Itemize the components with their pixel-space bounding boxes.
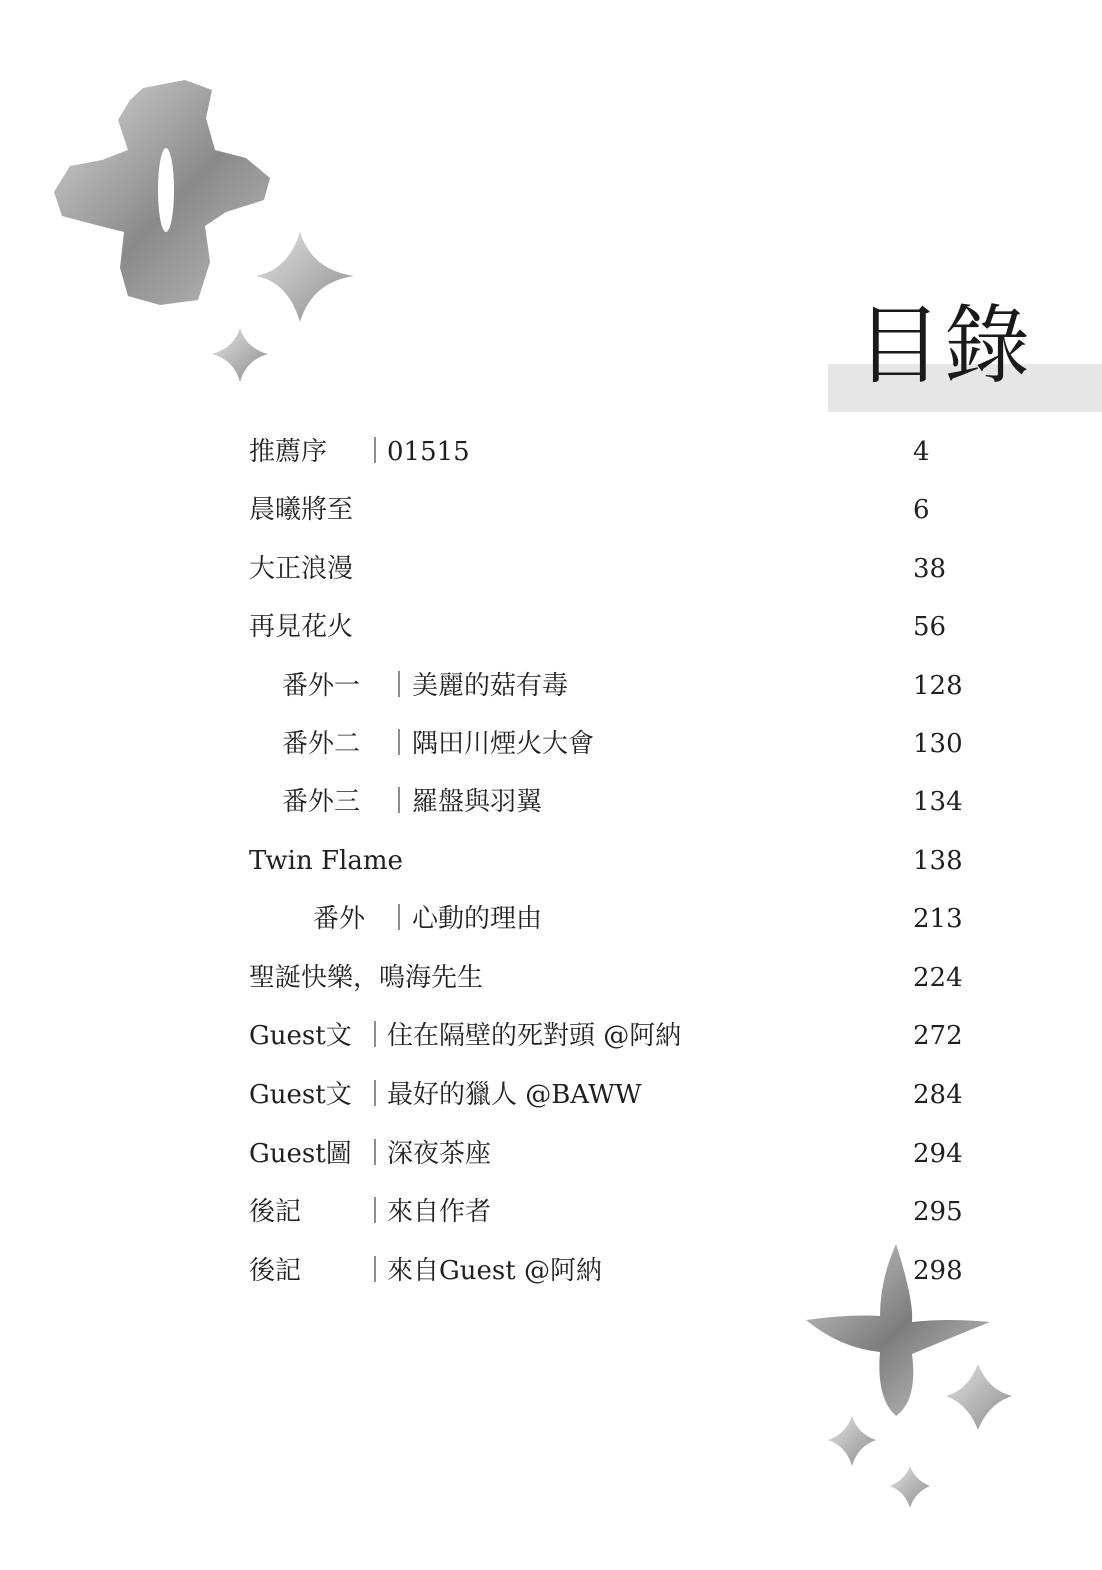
toc-separator: ｜ <box>386 904 413 934</box>
toc-page-number: 138 <box>913 846 963 876</box>
toc-entry-title: 番外一 <box>282 671 361 701</box>
toc-entry[interactable] <box>0 549 1102 589</box>
toc-separator: ｜ <box>362 1197 389 1227</box>
toc-page-number: 298 <box>913 1256 963 1286</box>
toc-page-number: 4 <box>913 437 930 467</box>
toc-entry-subtitle: 01515 <box>387 437 470 467</box>
toc-page-number: 294 <box>913 1139 963 1169</box>
toc-separator: ｜ <box>386 671 413 701</box>
toc-page-number: 224 <box>913 963 963 993</box>
toc-entry-subtitle: 羅盤與羽翼 <box>412 787 543 817</box>
toc-entry-subtitle: 來自作者 <box>387 1197 492 1227</box>
toc-separator: ｜ <box>362 437 389 467</box>
toc-entry-subtitle: 最好的獵人 @BAWW <box>387 1080 642 1110</box>
toc-entry[interactable] <box>0 1134 1102 1174</box>
toc-entry-title: 推薦序 <box>249 437 328 467</box>
toc-separator: ｜ <box>362 1139 389 1169</box>
toc-entry-title: 番外三 <box>282 787 361 817</box>
toc-entry[interactable] <box>0 490 1102 530</box>
toc-entry[interactable] <box>0 841 1102 881</box>
toc-entry[interactable] <box>0 432 1102 472</box>
toc-separator: ｜ <box>362 1256 389 1286</box>
toc-entry[interactable] <box>0 958 1102 998</box>
toc-page-number: 134 <box>913 787 963 817</box>
toc-separator: ｜ <box>362 1021 389 1051</box>
toc-entry-title: 再見花火 <box>249 612 354 642</box>
toc-entry[interactable] <box>0 607 1102 647</box>
toc-page-number: 284 <box>913 1080 963 1110</box>
toc-entry-subtitle: 深夜茶座 <box>387 1139 492 1169</box>
toc-page-number: 213 <box>913 904 963 934</box>
toc-entry-title: Guest圖 <box>249 1139 352 1169</box>
toc-entry-title: 大正浪漫 <box>249 554 354 584</box>
toc-separator: ｜ <box>386 729 413 759</box>
toc-entry[interactable] <box>0 666 1102 706</box>
toc-entry-title: 後記 <box>249 1197 302 1227</box>
toc-separator: ｜ <box>386 787 413 817</box>
toc-page-number: 272 <box>913 1021 963 1051</box>
toc-page-number: 38 <box>913 554 947 584</box>
toc-page-number: 128 <box>913 671 963 701</box>
toc-entry-subtitle: 來自Guest @阿納 <box>387 1256 602 1286</box>
toc-entry-title: 晨曦將至 <box>249 495 354 525</box>
toc-entry-title: Guest文 <box>249 1021 352 1051</box>
toc-entry[interactable] <box>0 899 1102 939</box>
toc-entry[interactable] <box>0 1016 1102 1056</box>
toc-entry[interactable] <box>0 1075 1102 1115</box>
toc-entry-subtitle: 心動的理由 <box>412 904 543 934</box>
toc-entry-subtitle: 住在隔壁的死對頭 @阿納 <box>387 1021 682 1051</box>
toc-page-number: 295 <box>913 1197 963 1227</box>
toc-entry-title: Guest文 <box>249 1080 352 1110</box>
toc-entry[interactable] <box>0 1251 1102 1291</box>
page-title: 目錄 <box>856 296 1032 396</box>
toc-entry-subtitle: 隅田川煙火大會 <box>412 729 595 759</box>
toc-entry-title: 聖誕快樂，鳴海先生 <box>249 963 484 993</box>
toc-entry[interactable] <box>0 1192 1102 1232</box>
toc-entry[interactable] <box>0 724 1102 764</box>
toc-page-number: 6 <box>913 495 930 525</box>
toc-separator: ｜ <box>362 1080 389 1110</box>
toc-entry[interactable] <box>0 782 1102 822</box>
toc-entry-title: Twin Flame <box>249 846 403 876</box>
toc-entry-title: 番外 <box>313 904 366 934</box>
toc-page-number: 56 <box>913 612 947 642</box>
toc-entry-title: 後記 <box>249 1256 302 1286</box>
toc-entry-title: 番外二 <box>282 729 361 759</box>
toc-page-number: 130 <box>913 729 963 759</box>
toc-entry-subtitle: 美麗的菇有毒 <box>412 671 569 701</box>
